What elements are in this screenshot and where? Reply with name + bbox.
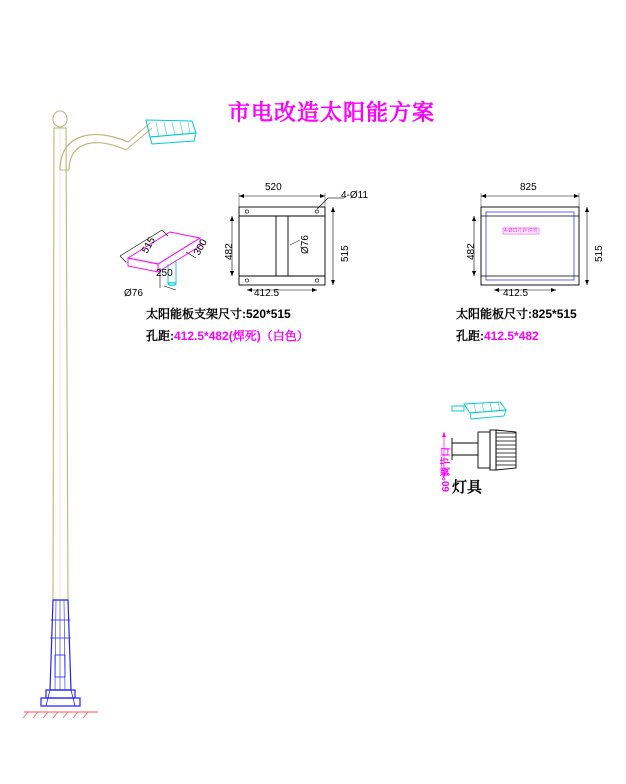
dim-iso-depth: 300 bbox=[192, 237, 210, 258]
bracket-caption-line2 bbox=[146, 327, 309, 344]
dim-bracket-tube: Ø76 bbox=[300, 235, 311, 254]
lamp-label: 灯具 bbox=[452, 479, 483, 496]
dim-bracket-left-height: 482 bbox=[224, 243, 235, 260]
dim-panel-hole-note: 4-Ø11孔距说明 bbox=[504, 228, 538, 234]
bracket-caption-line1: 太阳能板支架尺寸:520*515 bbox=[146, 307, 291, 321]
dim-iso-length: 515 bbox=[140, 235, 158, 256]
dim-iso-tube: Ø76 bbox=[124, 288, 143, 299]
page-title: 市电改造太阳能方案 bbox=[228, 100, 436, 125]
dim-panel-left-height: 482 bbox=[466, 243, 477, 260]
lamp-detail-view bbox=[442, 402, 516, 478]
panel-caption-value: 412.5*482 bbox=[484, 329, 539, 343]
bracket-caption-value: 412.5*482(焊死)（白色） bbox=[174, 329, 309, 343]
panel-caption-line1: 太阳能板尺寸:825*515 bbox=[456, 307, 577, 321]
dim-bracket-right-height: 515 bbox=[340, 245, 351, 262]
dim-panel-bottom: 412.5 bbox=[503, 288, 529, 299]
dim-bracket-holes: 4-Ø11 bbox=[341, 190, 369, 201]
solar-panel-view bbox=[472, 193, 589, 292]
dim-bracket-bottom: 412.5 bbox=[254, 288, 280, 299]
bracket-front-view bbox=[230, 193, 344, 292]
dim-bracket-top-width: 520 bbox=[265, 182, 282, 193]
bracket-isometric-view bbox=[120, 230, 200, 290]
panel-caption-label: 孔距: bbox=[456, 329, 484, 343]
street-light-pole-group bbox=[23, 111, 196, 718]
dim-lamp-angle: 60°调节口 bbox=[441, 446, 452, 492]
dim-panel-top-width: 825 bbox=[520, 182, 537, 193]
pole-lamp-head bbox=[146, 120, 196, 144]
dim-panel-right-height: 515 bbox=[594, 245, 605, 262]
dim-iso-height: 250 bbox=[156, 268, 173, 279]
panel-caption-line2 bbox=[456, 327, 539, 344]
bracket-caption-label: 孔距: bbox=[146, 329, 174, 343]
